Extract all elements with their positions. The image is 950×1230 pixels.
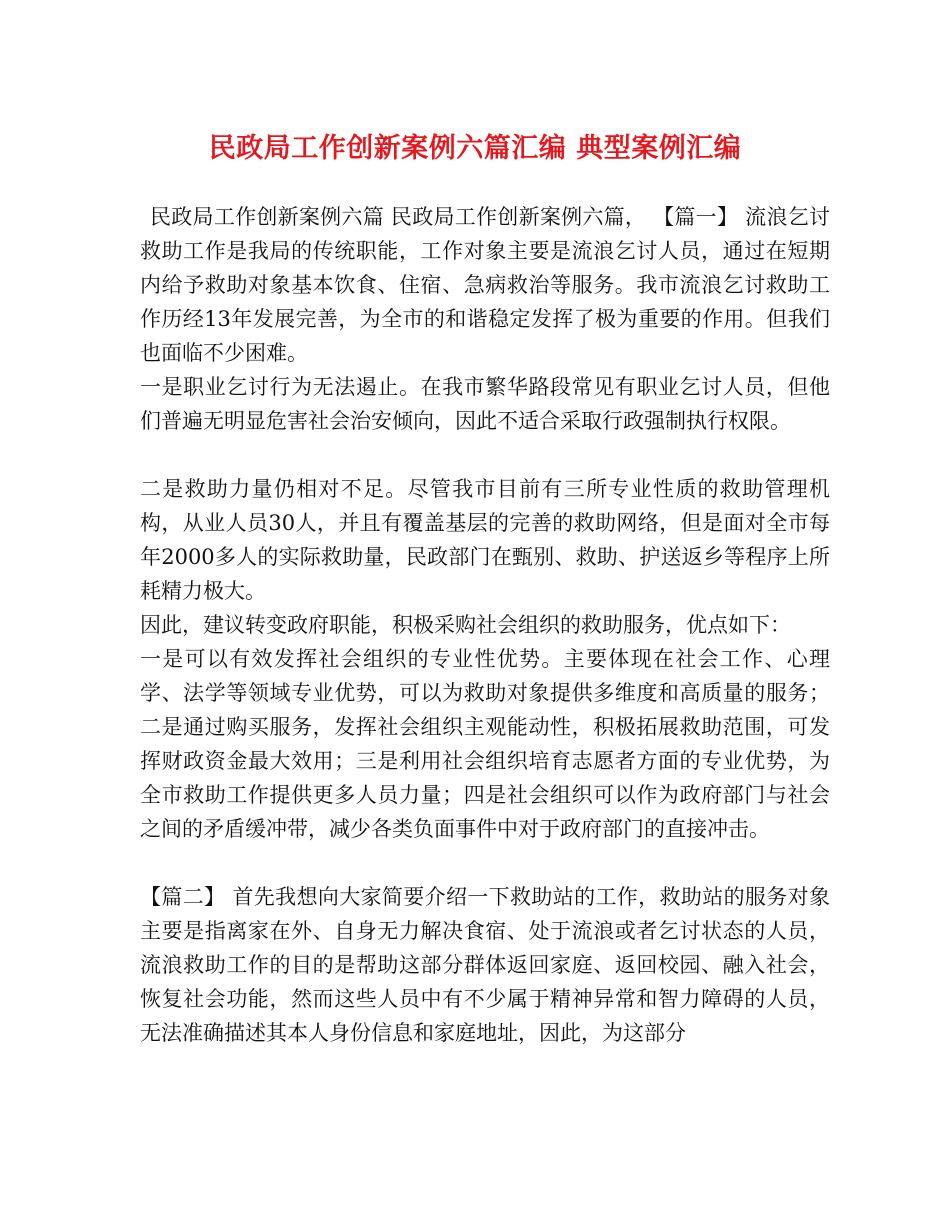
paragraph-spacer [140,846,830,880]
paragraph-intro: 民政局工作创新案例六篇 民政局工作创新案例六篇， 【篇一】 流浪乞讨救助工作是我局的传统职能，工作对象主要是流浪乞讨人员，通过在短期内给予救助对象基本饮食、住宿、急病救治等服务。我市流浪乞讨救助工作历经13年发展完善，为全市的和谐稳定发挥了极为重要的作用。但我们也面临不少困难。 [140,205,830,365]
paragraph-point-one: 一是职业乞讨行为无法遏止。在我市繁华路段常见有职业乞讨人员，但他们普遍无明显危害社会治安倾向，因此不适合采取行政强制执行权限。 [140,375,830,433]
paragraph-advantages: 一是可以有效发挥社会组织的专业性优势。主要体现在社会工作、心理学、法学等领域专业优势，可以为救助对象提供多维度和高质量的服务；二是通过购买服务，发挥社会组织主观能动性，积极拓展救助范围，可发挥财政资金最大效用；三是利用社会组织培育志愿者方面的专业优势，为全市救助工作提供更多人员力量；四是社会组织可以作为政府部门与社会之间的矛盾缓冲带，减少各类负面事件中对于政府部门的直接冲击。 [140,647,830,841]
paragraph-part-two: 【篇二】 首先我想向大家简要介绍一下救助站的工作，救助站的服务对象主要是指离家在外、自身无力解决食宿、处于流浪或者乞讨状态的人员，流浪救助工作的目的是帮助这部分群体返回家庭、返回校园、融入社会，恢复社会功能，然而这些人员中有不少属于精神异常和智力障碍的人员，无法准确描述其本人身份信息和家庭地址，因此，为这部分 [140,885,830,1045]
paragraph-suggestion: 因此，建议转变政府职能，积极采购社会组织的救助服务，优点如下： [140,613,791,637]
document-body [140,200,830,1050]
paragraph-spacer [140,438,830,472]
paragraph-point-two: 二是救助力量仍相对不足。尽管我市目前有三所专业性质的救助管理机构，从业人员30人，并且有覆盖基层的完善的救助网络，但是面对全市每年2000多人的实际救助量，民政部门在甄别、救助、护送返乡等程序上所耗精力极大。 [140,477,830,603]
document-title: 民政局工作创新案例六篇汇编 典型案例汇编 [208,133,742,164]
